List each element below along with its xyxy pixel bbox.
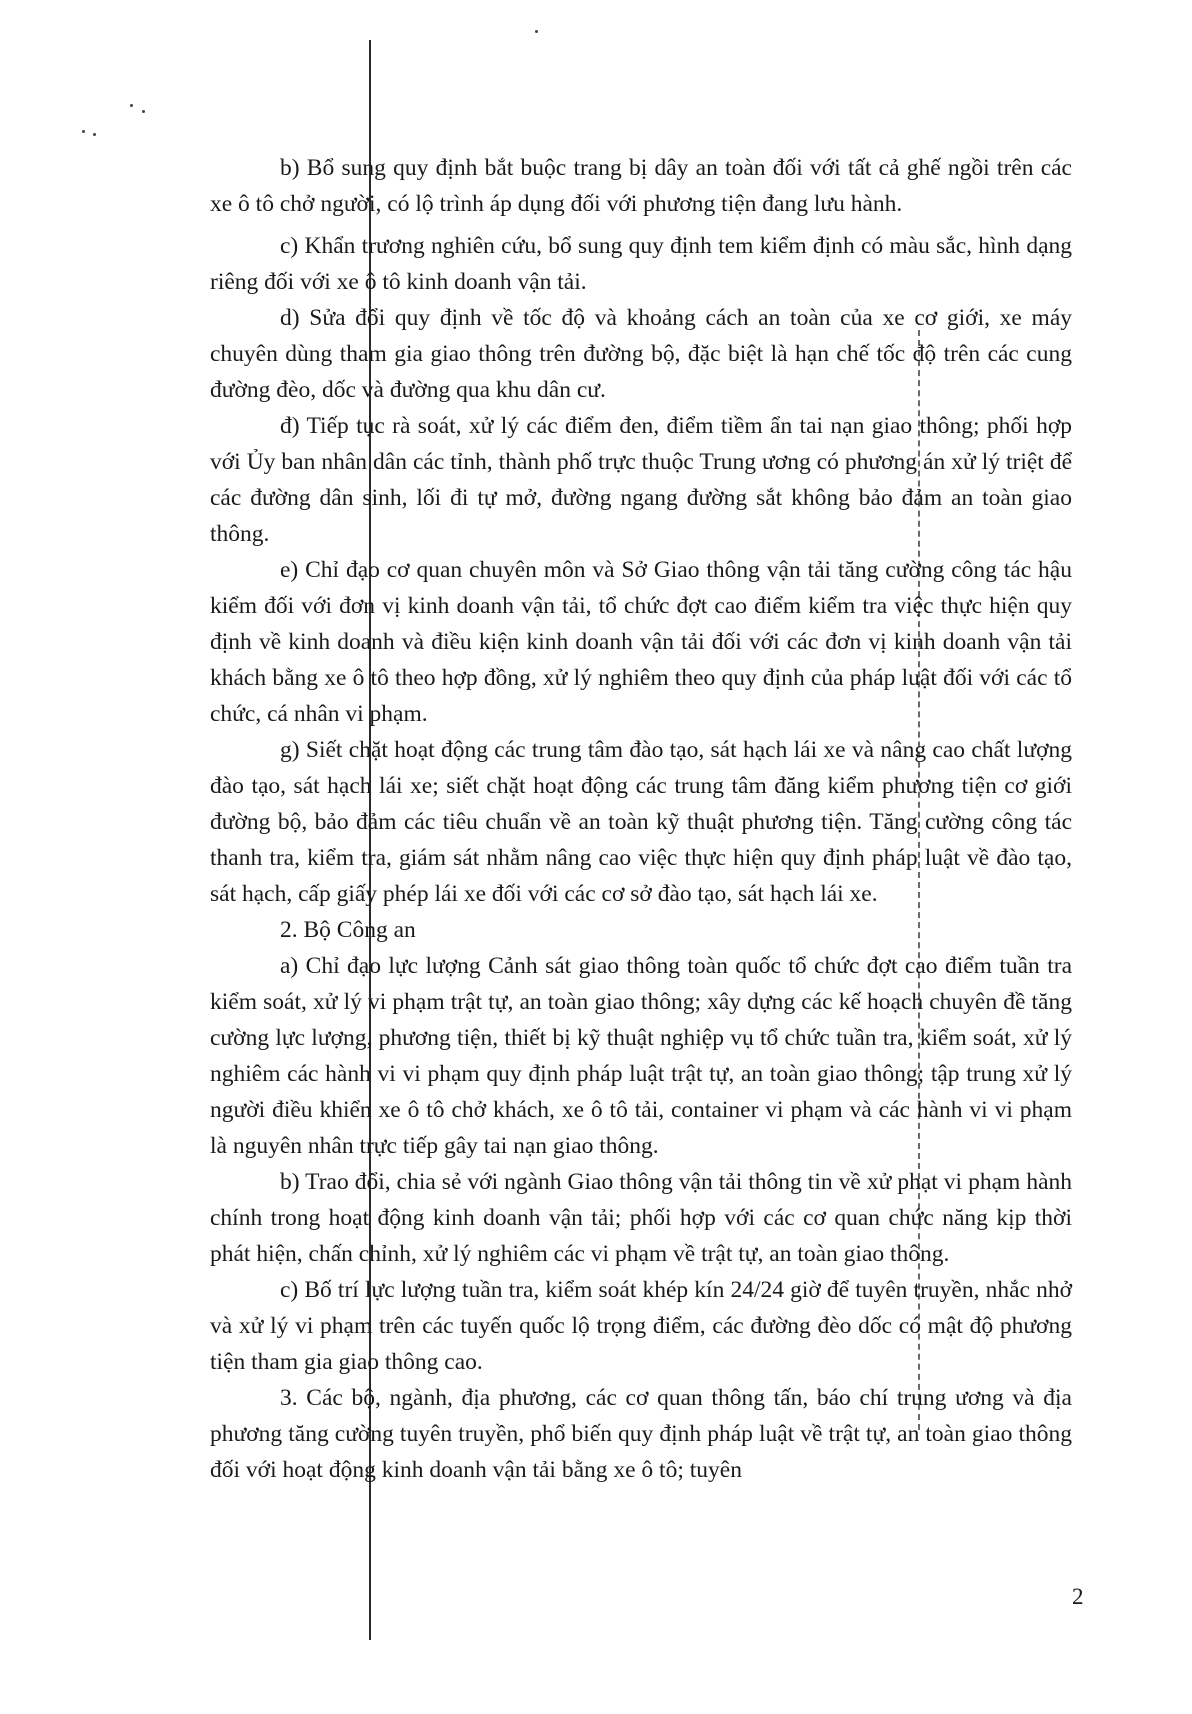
paragraph-1c: c) Khẩn trương nghiên cứu, bổ sung quy định tem kiểm định có màu sắc, hình dạng riêng đối với xe ô tô kinh doanh vận tải. (210, 233, 1072, 295)
paragraph-1e: e) Chỉ đạo cơ quan chuyên môn và Sở Giao thông vận tải tăng cường công tác hậu kiểm đối với đơn vị kinh doanh vận tải, tổ chức đợt cao điểm kiểm tra việc thực hiện quy định về kinh doanh và điều kiện kinh doanh vận tải đối với các đơn vị kinh doanh vận tải khách bằng xe ô tô theo hợp đồng, xử lý nghiêm theo quy định của pháp luật đối với các tổ chức, cá nhân vi phạm. (210, 557, 1072, 727)
scan-speck (82, 130, 85, 133)
paragraph-2a: a) Chỉ đạo lực lượng Cảnh sát giao thông toàn quốc tổ chức đợt cao điểm tuần tra kiểm soát, xử lý vi phạm trật tự, an toàn giao thông; xây dựng các kế hoạch chuyên đề tăng cường lực lượng, phương tiện, thiết bị kỹ thuật nghiệp vụ tổ chức tuần tra, kiểm soát, xử lý nghiêm các hành vi vi phạm quy định pháp luật trật tự, an toàn giao thông; tập trung xử lý người điều khiển xe ô tô chở khách, xe ô tô tải, container vi phạm và các hành vi vi phạm là nguyên nhân trực tiếp gây tai nạn giao thông. (210, 953, 1072, 1159)
paragraph-3: 3. Các bộ, ngành, địa phương, các cơ quan thông tấn, báo chí trung ương và địa phương tăng cường tuyên truyền, phổ biến quy định pháp luật về trật tự, an toàn giao thông đối với hoạt động kinh doanh vận tải bằng xe ô tô; tuyên (210, 1385, 1072, 1483)
section-heading-2: 2. Bộ Công an (280, 917, 416, 943)
scan-speck (93, 133, 96, 136)
page-number: 2 (1072, 1584, 1084, 1609)
paragraph-1d: d) Sửa đổi quy định về tốc độ và khoảng cách an toàn của xe cơ giới, xe máy chuyên dùng tham gia giao thông trên đường bộ, đặc biệt là hạn chế tốc độ trên các cung đường đèo, dốc và đường qua khu dân cư. (210, 305, 1072, 403)
scan-speck (535, 30, 538, 33)
paragraph-1g: g) Siết chặt hoạt động các trung tâm đào tạo, sát hạch lái xe và nâng cao chất lượng đào tạo, sát hạch lái xe; siết chặt hoạt động các trung tâm đăng kiểm phương tiện cơ giới đường bộ, bảo đảm các tiêu chuẩn về an toàn kỹ thuật phương tiện. Tăng cường công tác thanh tra, kiểm tra, giám sát nhằm nâng cao việc thực hiện quy định pháp luật về đào tạo, sát hạch, cấp giấy phép lái xe đối với các cơ sở đào tạo, sát hạch lái xe. (210, 737, 1072, 907)
paragraph-2c: c) Bố trí lực lượng tuần tra, kiểm soát khép kín 24/24 giờ để tuyên truyền, nhắc nhở và xử lý vi phạm trên các tuyến quốc lộ trọng điểm, các đường đèo dốc có mật độ phương tiện tham gia giao thông cao. (210, 1277, 1072, 1375)
paragraph-1b: b) Bổ sung quy định bắt buộc trang bị dây an toàn đối với tất cả ghế ngồi trên các xe ô tô chở người, có lộ trình áp dụng đối với phương tiện đang lưu hành. (210, 155, 1072, 217)
document-body (210, 150, 1072, 1488)
paragraph-2b: b) Trao đổi, chia sẻ với ngành Giao thông vận tải thông tin về xử phạt vi phạm hành chính trong hoạt động kinh doanh vận tải; phối hợp với các cơ quan chức năng kịp thời phát hiện, chấn chỉnh, xử lý nghiêm các vi phạm về trật tự, an toàn giao thông. (210, 1169, 1072, 1267)
paragraph-1dd: đ) Tiếp tục rà soát, xử lý các điểm đen, điểm tiềm ẩn tai nạn giao thông; phối hợp với Ủy ban nhân dân các tỉnh, thành phố trực thuộc Trung ương có phương án xử lý triệt để các đường dân sinh, lối đi tự mở, đường ngang đường sắt không bảo đảm an toàn giao thông. (210, 413, 1072, 547)
scan-speck (142, 110, 145, 113)
scan-speck (130, 104, 133, 107)
